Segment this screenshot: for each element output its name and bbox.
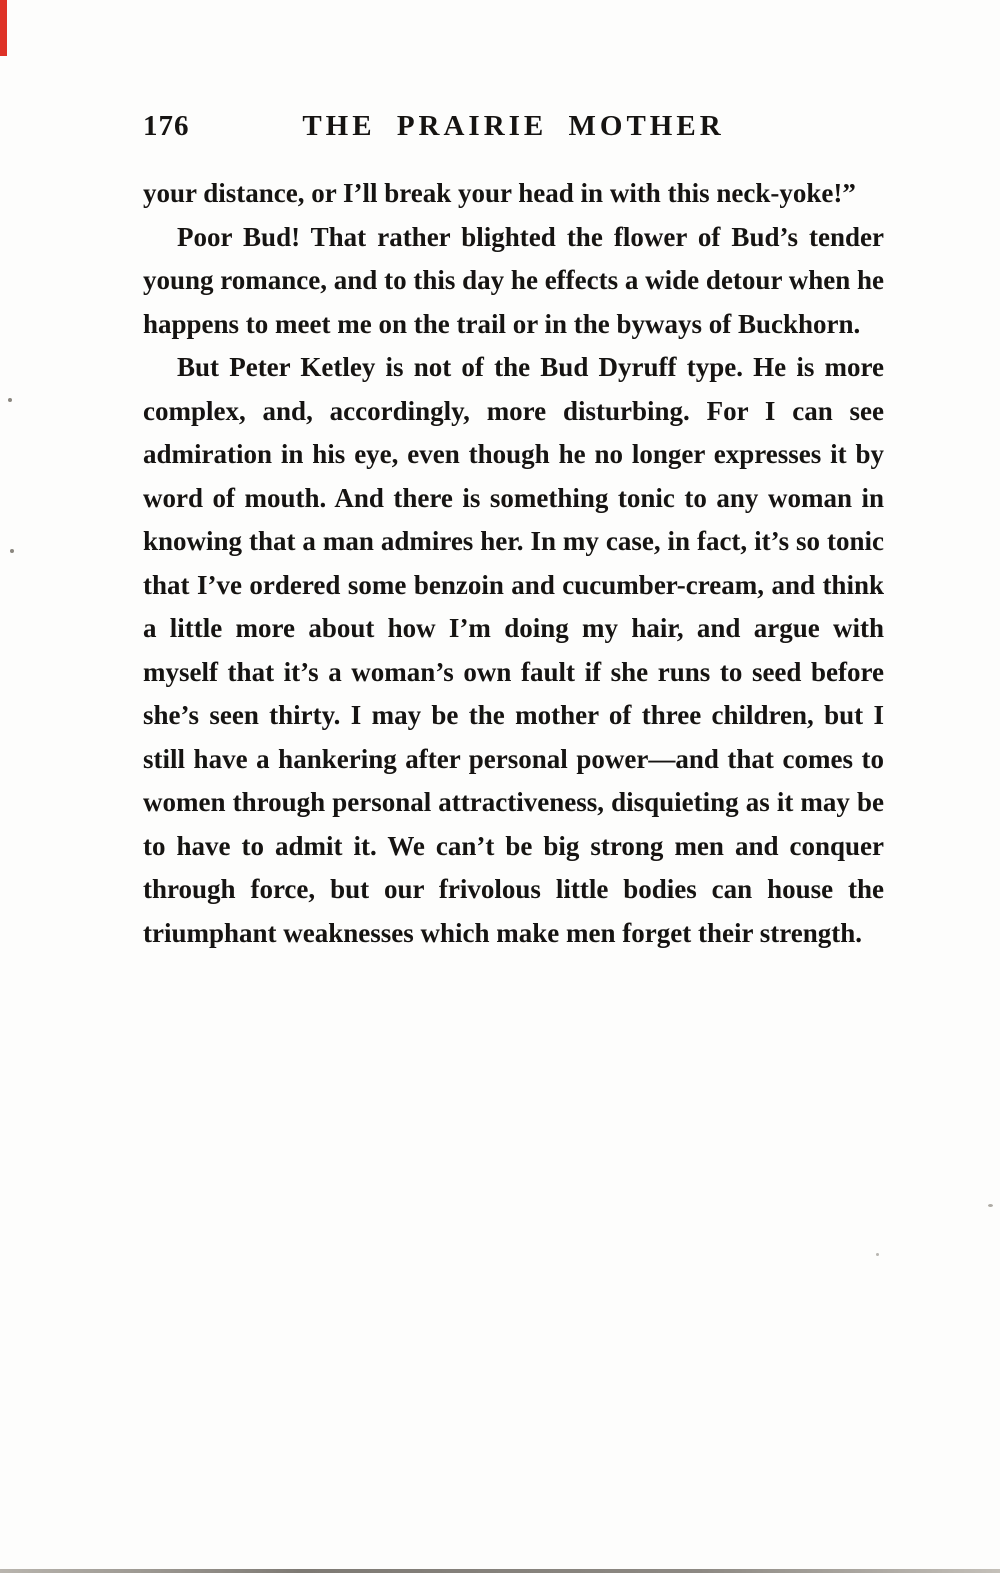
running-title: THE PRAIRIE MOTHER (302, 110, 725, 142)
paragraph: But Peter Ketley is not of the Bud Dyruff type. He is more complex, and, accordingly, more disturbing. For I can see admiration in his eye, even though he no longer expresses it by word of mouth. And there is something tonic to any woman in knowing that a man admires her. In my case, in fact, it’s so tonic that I’ve ordered some benzoin and cucumber-cream, and think a little more about how I’m doing my hair, and argue with myself that it’s a woman’s own fault if she runs to seed before she’s seen thirty. I may be the mother of three children, but I still have a hankering after personal power—and that comes to women through personal attractiveness, disquieting as it may be to have to admit it. We can’t be big strong men and conquer through force, but our frivolous little bodies can house the triumphant weaknesses which make men forget their strength. (143, 352, 884, 948)
scan-speck (10, 549, 14, 553)
page-number: 176 (143, 110, 190, 142)
paragraph-continuation: your distance, or I’ll break your head in with this neck-yoke!” (143, 178, 856, 208)
scan-speck (876, 1253, 879, 1256)
scan-artifact-bottom-edge (0, 1569, 1000, 1573)
scan-speck (8, 398, 12, 402)
page-header (143, 110, 884, 146)
paragraph: Poor Bud! That rather blighted the flower of Bud’s tender young romance, and to this day he effects a wide detour when he happens to meet me on the trail or in the byways of Buckhorn. (143, 221, 884, 339)
scan-speck (988, 1204, 993, 1207)
body-text (143, 172, 884, 955)
scan-artifact-red-edge (0, 0, 7, 56)
